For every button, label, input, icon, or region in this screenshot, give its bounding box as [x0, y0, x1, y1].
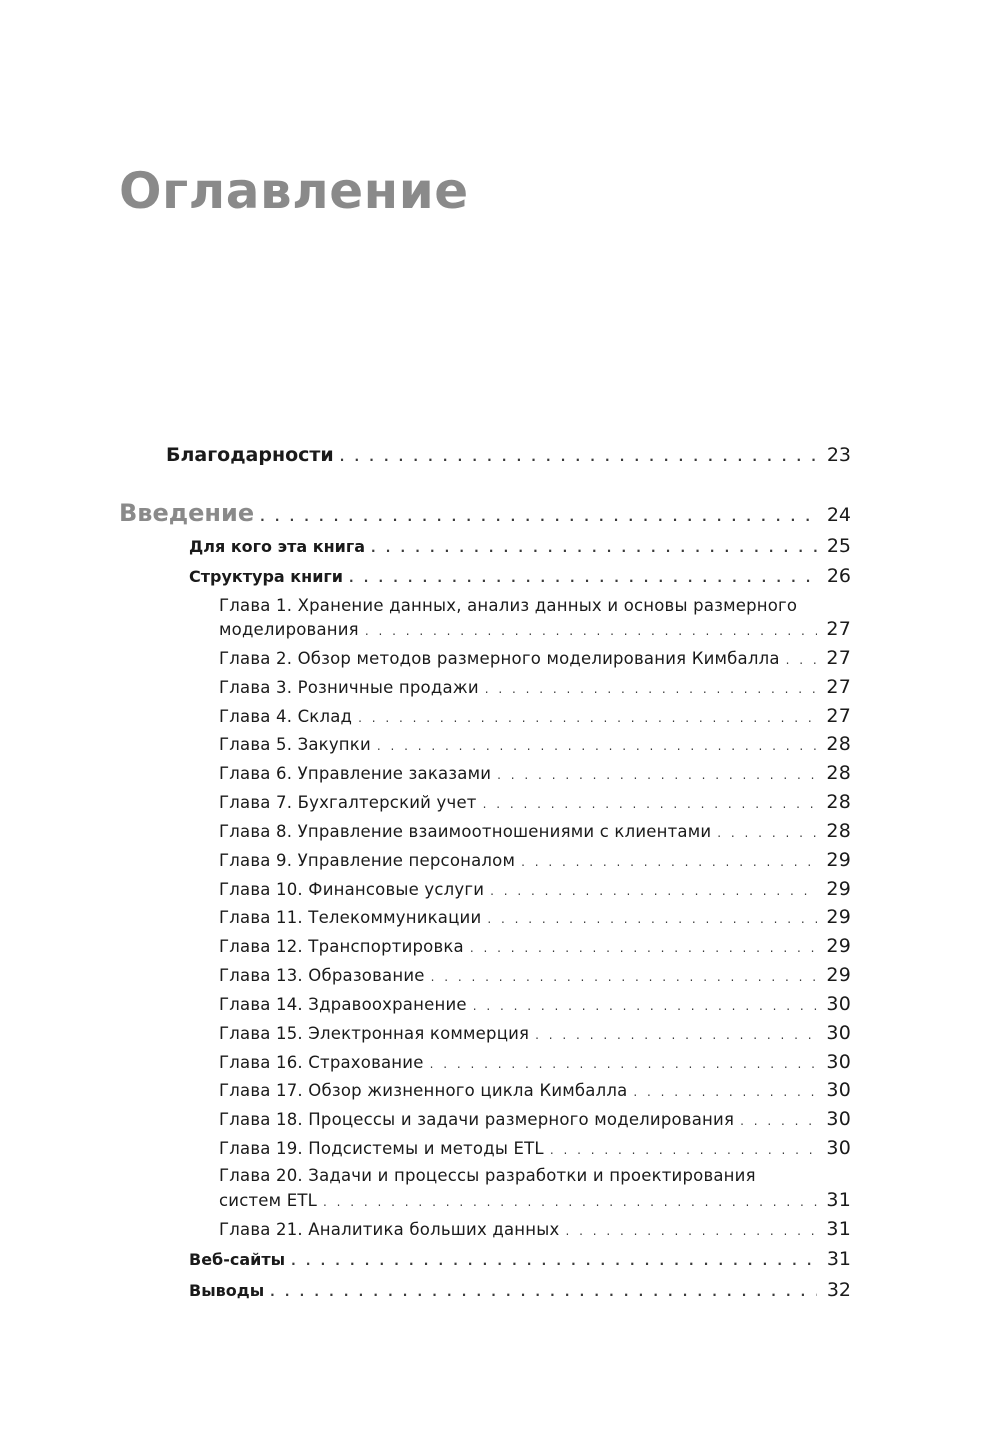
dot-leader: [349, 571, 817, 585]
dot-leader: [565, 1224, 817, 1238]
dot-leader: [377, 739, 817, 753]
toc-chapter-20[interactable]: [219, 1189, 851, 1211]
toc-chapter-5[interactable]: [219, 733, 851, 755]
dot-leader: [487, 912, 817, 926]
toc-page-number: 24: [826, 504, 851, 526]
dot-leader: [430, 1057, 817, 1071]
toc-entry-title: Глава 21. Аналитика больших данных: [219, 1220, 560, 1239]
toc-page-number: 23: [826, 444, 851, 466]
toc-page-number: 32: [826, 1279, 851, 1301]
toc-page-number: 29: [826, 964, 851, 986]
page-title: Оглавление: [119, 162, 469, 220]
toc-chapter-3[interactable]: [219, 676, 851, 698]
toc-page-number: 27: [826, 705, 851, 727]
toc-entry-for-whom[interactable]: [189, 535, 851, 557]
dot-leader: [490, 884, 817, 898]
toc-entry-title: Глава 3. Розничные продажи: [219, 678, 479, 697]
toc-page-number: 30: [826, 1051, 851, 1073]
toc-page-number: 29: [826, 878, 851, 900]
toc-page-number: 30: [826, 1079, 851, 1101]
toc-entry-acknowledgments[interactable]: [166, 444, 851, 466]
toc-page-number: 30: [826, 993, 851, 1015]
toc-entry-title: моделирования: [219, 620, 359, 639]
toc-page-number: 29: [826, 935, 851, 957]
toc-page-number: 27: [826, 647, 851, 669]
toc-chapter-1[interactable]: [219, 618, 851, 640]
toc-page-number: 30: [826, 1137, 851, 1159]
toc-entry-title: Глава 7. Бухгалтерский учет: [219, 793, 477, 812]
dot-leader: [786, 653, 817, 667]
toc-entry-title: Выводы: [189, 1281, 265, 1300]
toc-entry-title: Глава 9. Управление персоналом: [219, 851, 516, 870]
dot-leader: [717, 826, 817, 840]
toc-entry-title: Глава 2. Обзор методов размерного моделирования Кимбалла: [219, 649, 780, 668]
toc-entry-title: Глава 4. Склад: [219, 707, 353, 726]
dot-leader: [740, 1114, 817, 1128]
toc-chapter-14[interactable]: [219, 993, 851, 1015]
toc-chapter-12[interactable]: [219, 935, 851, 957]
dot-leader: [431, 970, 817, 984]
toc-chapter-2[interactable]: [219, 647, 851, 669]
dot-leader: [340, 450, 817, 464]
toc-chapter-15[interactable]: [219, 1022, 851, 1044]
toc-chapter-19[interactable]: [219, 1137, 851, 1159]
toc-entry-title: Глава 11. Телекоммуникации: [219, 908, 482, 927]
toc-entry-title: Для кого эта книга: [189, 537, 365, 556]
toc-page-number: 27: [826, 618, 851, 640]
toc-page-number: 28: [826, 791, 851, 813]
toc-chapter-13[interactable]: [219, 964, 851, 986]
dot-leader: [291, 1254, 817, 1268]
toc-entry-title: Глава 17. Обзор жизненного цикла Кимбалла: [219, 1081, 628, 1100]
toc-entry-websites[interactable]: [189, 1248, 851, 1270]
toc-page-number: 27: [826, 676, 851, 698]
toc-entry-title: Веб-сайты: [189, 1250, 286, 1269]
dot-leader: [270, 1285, 817, 1299]
toc-page-number: 25: [826, 535, 851, 557]
dot-leader: [473, 999, 817, 1013]
toc-page-number: 29: [826, 849, 851, 871]
toc-entry-title: Глава 12. Транспортировка: [219, 937, 464, 956]
toc-chapter-20-line1[interactable]: Глава 20. Задачи и процессы разработки и проектирования: [219, 1166, 756, 1185]
toc-page-number: 29: [826, 906, 851, 928]
toc-chapter-1-line1[interactable]: Глава 1. Хранение данных, анализ данных и основы размерного: [219, 596, 798, 615]
toc-entry-title: Глава 19. Подсистемы и методы ETL: [219, 1139, 544, 1158]
toc-entry-title: Глава 8. Управление взаимоотношениями с клиентами: [219, 822, 712, 841]
toc-entry-title: Глава 14. Здравоохранение: [219, 995, 467, 1014]
toc-chapter-16[interactable]: [219, 1051, 851, 1073]
dot-leader: [470, 941, 817, 955]
dot-leader: [485, 682, 817, 696]
dot-leader: [358, 711, 817, 725]
toc-page-number: 28: [826, 762, 851, 784]
dot-leader: [365, 624, 817, 638]
toc-entry-title: Глава 16. Страхование: [219, 1053, 424, 1072]
toc-chapter-21[interactable]: [219, 1218, 851, 1240]
toc-entry-structure[interactable]: [189, 565, 851, 587]
dot-leader: [371, 541, 817, 555]
dot-leader: [521, 855, 817, 869]
toc-entry-title: Введение: [119, 499, 255, 527]
toc-page-number: 30: [826, 1108, 851, 1130]
toc-page-number: 28: [826, 733, 851, 755]
toc-chapter-4[interactable]: [219, 705, 851, 727]
toc-entry-title: систем ETL: [219, 1191, 318, 1210]
toc-chapter-6[interactable]: [219, 762, 851, 784]
toc-chapter-9[interactable]: [219, 849, 851, 871]
toc-entry-introduction[interactable]: [119, 499, 851, 527]
toc-page-number: 31: [826, 1189, 851, 1211]
toc-chapter-18[interactable]: [219, 1108, 851, 1130]
dot-leader: [550, 1143, 817, 1157]
dot-leader: [260, 510, 817, 524]
toc-entry-title: Глава 10. Финансовые услуги: [219, 880, 485, 899]
toc-chapter-11[interactable]: [219, 906, 851, 928]
toc-entry-title: Глава 5. Закупки: [219, 735, 371, 754]
dot-leader: [483, 797, 817, 811]
dot-leader: [633, 1085, 817, 1099]
dot-leader: [323, 1195, 817, 1209]
toc-chapter-8[interactable]: [219, 820, 851, 842]
toc-page-number: 26: [826, 565, 851, 587]
toc-entry-title: Благодарности: [166, 444, 334, 466]
toc-page-number: 30: [826, 1022, 851, 1044]
toc-entry-conclusions[interactable]: [189, 1279, 851, 1301]
dot-leader: [497, 768, 817, 782]
toc-entry-title: Глава 13. Образование: [219, 966, 425, 985]
toc-page-number: 31: [826, 1218, 851, 1240]
toc-page-number: 31: [826, 1248, 851, 1270]
toc-entry-title: Глава 18. Процессы и задачи размерного моделирования: [219, 1110, 735, 1129]
toc-chapter-10[interactable]: [219, 878, 851, 900]
toc-entry-title: Глава 6. Управление заказами: [219, 764, 492, 783]
toc-entry-title: Структура книги: [189, 567, 343, 586]
toc-chapter-7[interactable]: [219, 791, 851, 813]
toc-chapter-17[interactable]: [219, 1079, 851, 1101]
dot-leader: [535, 1028, 817, 1042]
toc-page-number: 28: [826, 820, 851, 842]
toc-entry-title: Глава 15. Электронная коммерция: [219, 1024, 530, 1043]
